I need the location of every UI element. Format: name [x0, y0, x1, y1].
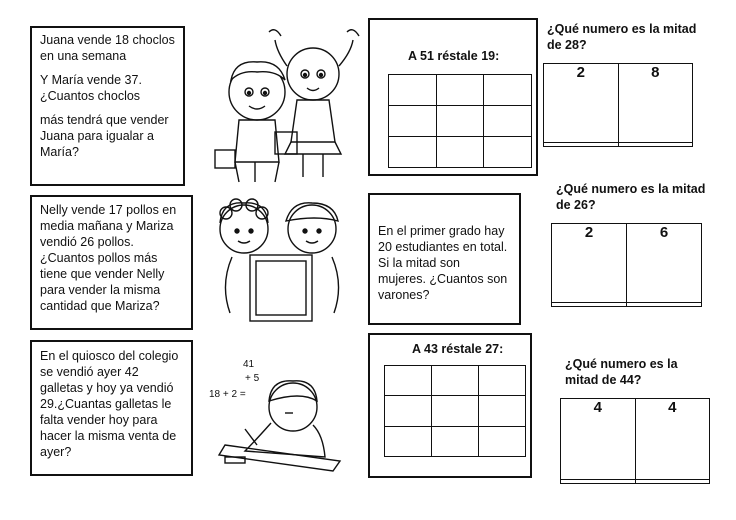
half-3-tens: 4 — [561, 399, 636, 480]
board-line-3: 18 + 2 = — [209, 389, 246, 400]
children-with-board-illustration — [212, 195, 352, 325]
word-problem-box-2 — [30, 195, 193, 330]
subtraction-title-1: A 51 réstale 19: — [408, 49, 500, 63]
subtraction-title-2: A 43 réstale 27: — [412, 342, 504, 356]
word-problem-box-1 — [30, 26, 185, 186]
board-line-1: 41 — [243, 359, 255, 370]
subtraction-grid-2[interactable] — [384, 365, 526, 457]
half-grid-1[interactable] — [543, 63, 693, 147]
half-question-3: ¿Qué numero es la mitad de 44? — [565, 357, 678, 387]
boy-writing-illustration — [205, 345, 355, 475]
problem-3-text: En el quiosco del colegio se vendió ayer 42 galletas y hoy ya vendió 29.¿Cuantas galletas le falta vender hoy para hacer la misma venta de ayer? — [40, 349, 179, 459]
subtraction-box-1 — [368, 18, 538, 176]
half-3-units: 4 — [635, 399, 710, 480]
half-grid-2[interactable] — [551, 223, 702, 307]
subtraction-box-2 — [368, 333, 532, 478]
board-line-2: + 5 — [245, 373, 260, 384]
half-grid-3[interactable] — [560, 398, 710, 484]
problem-2-text: Nelly vende 17 pollos en media mañana y Mariza vendió 26 pollos. ¿Cuantos pollos más tiene que vender Nelly para vender la misma cantidad que Mariza? — [40, 203, 177, 313]
children-illustration — [205, 22, 360, 187]
subtraction-grid-1[interactable] — [388, 74, 532, 168]
word-problem-box-3 — [30, 340, 193, 476]
half-2-tens: 2 — [552, 224, 627, 303]
half-1-units: 8 — [618, 64, 693, 143]
half-question-2: ¿Qué numero es la mitad de 26? — [556, 182, 706, 212]
half-1-tens: 2 — [544, 64, 619, 143]
word-problem-box-4 — [368, 193, 521, 325]
half-question-1: ¿Qué numero es la mitad de 28? — [547, 22, 697, 52]
problem-1-text-a: Juana vende 18 choclos en una semana — [40, 33, 175, 63]
problem-1-text-c: más tendrá que vender Juana para igualar a María? — [40, 113, 169, 159]
half-2-units: 6 — [627, 224, 702, 303]
problem-1-text-b: Y María vende 37. ¿Cuantos choclos — [40, 73, 142, 103]
problem-4-text: En el primer grado hay 20 estudiantes en total. Si la mitad son mujeres. ¿Cuantos son varones? — [378, 224, 508, 302]
